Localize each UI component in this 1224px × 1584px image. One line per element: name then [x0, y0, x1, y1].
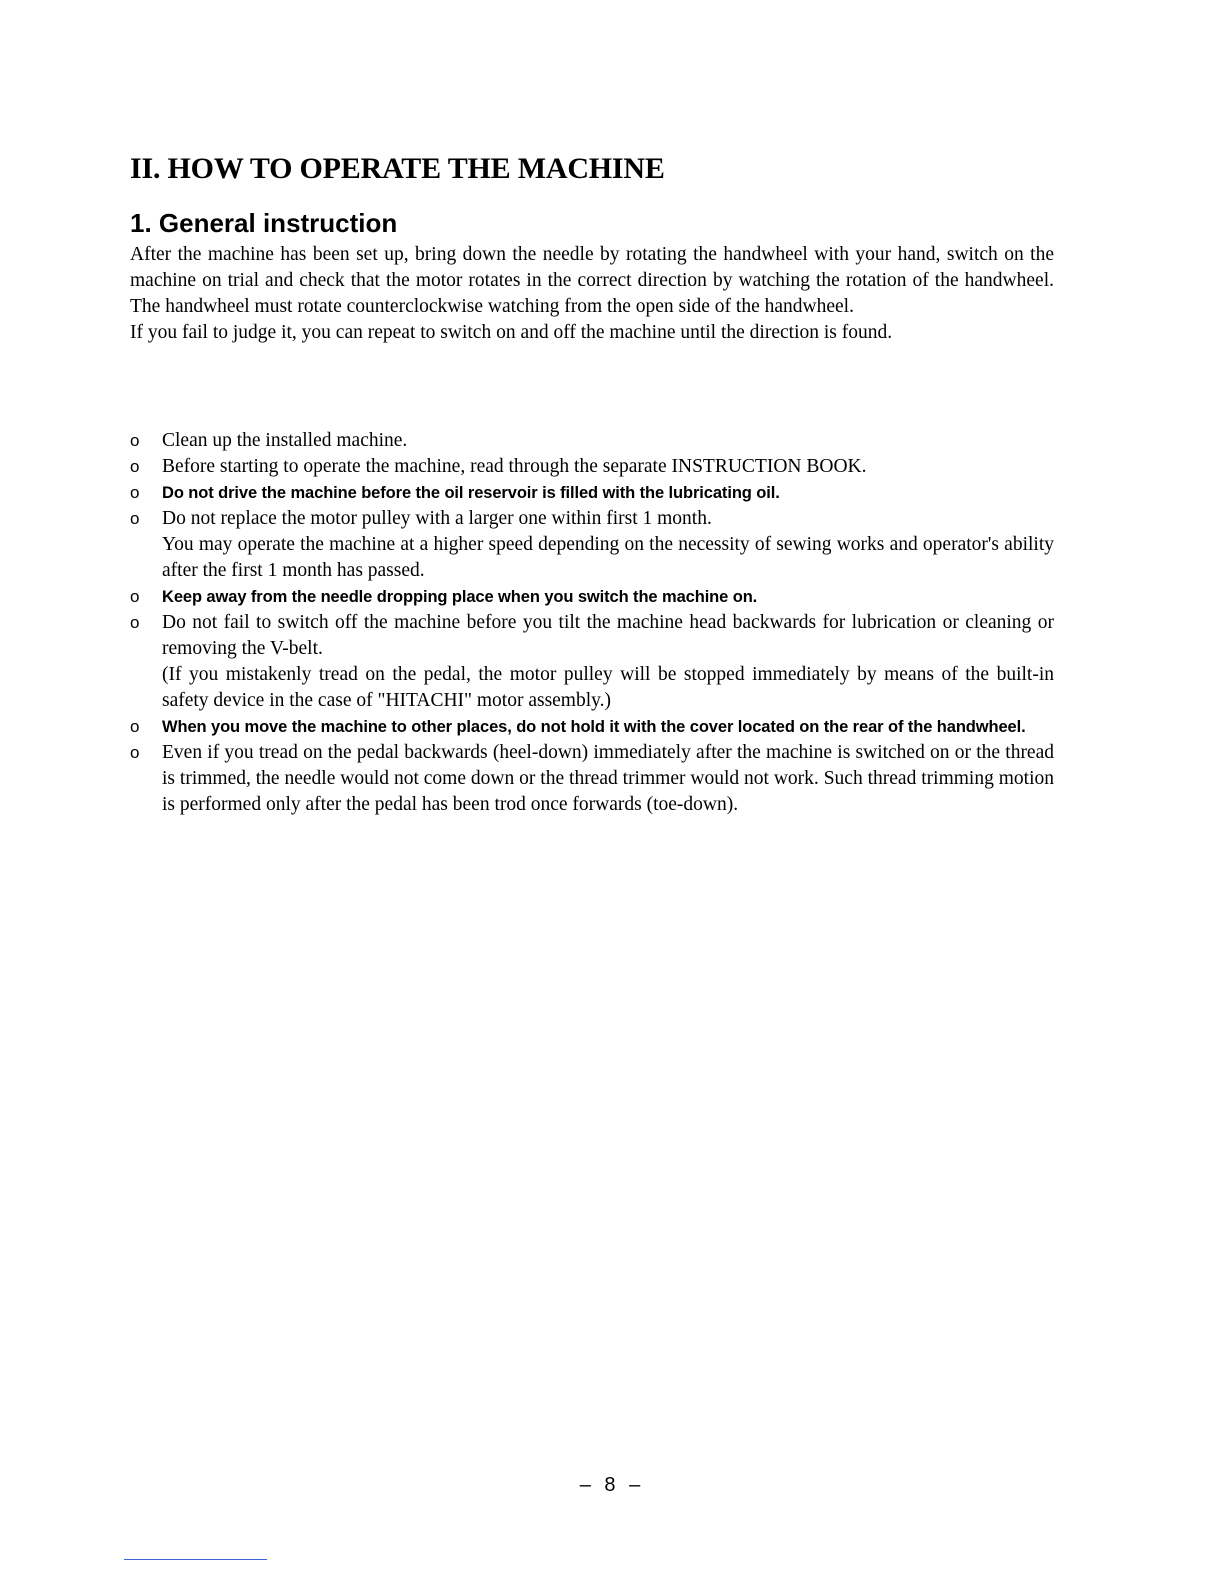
list-item-continuation: (If you mistakenly tread on the pedal, the motor pulley will be stopped immediately by means of the built-in safety device in the case of "HITACHI" motor assembly.) [162, 664, 1054, 711]
list-item-text-bold: Do not drive the machine before the oil reservoir is filled with the lubricating oil. [162, 484, 780, 502]
list-item [130, 506, 1054, 584]
list-item-text-bold: When you move the machine to other places, do not hold it with the cover located on the rear of the handwheel. [162, 718, 1026, 736]
list-item-text-bold: Keep away from the needle dropping place when you switch the machine on. [162, 588, 758, 606]
list-item-text: Do not fail to switch off the machine before you tilt the machine head backwards for lubrication or cleaning or removing the V-belt. [162, 612, 1054, 659]
list-item [130, 480, 1054, 506]
bullet-marker: o [130, 587, 140, 606]
bullet-marker: o [130, 483, 140, 502]
bullet-marker: o [130, 613, 140, 632]
list-item-text: Before starting to operate the machine, read through the separate INSTRUCTION BOOK. [162, 456, 867, 477]
chapter-title: II. HOW TO OPERATE THE MACHINE [130, 152, 665, 185]
list-item [130, 740, 1054, 818]
list-item-text: Do not replace the motor pulley with a larger one within first 1 month. [162, 508, 712, 529]
intro-paragraph: If you fail to judge it, you can repeat to switch on and off the machine until the direction is found. [130, 322, 893, 343]
bullet-marker: o [130, 509, 140, 528]
intro-text [130, 242, 1054, 346]
list-item [130, 714, 1054, 740]
intro-paragraph: After the machine has been set up, bring down the needle by rotating the handwheel with your hand, switch on the machine on trial and check that the motor rotates in the correct direction by watching the rotation of the handwheel. The handwheel must rotate counterclockwise watching from the open side of the handwheel. [130, 244, 1054, 317]
footer-rule [124, 1559, 267, 1560]
list-item [130, 428, 1054, 454]
list-item-text: Clean up the installed machine. [162, 430, 408, 451]
bullet-marker: o [130, 457, 140, 476]
bullet-marker: o [130, 717, 140, 736]
list-item-text: Even if you tread on the pedal backwards (heel-down) immediately after the machine is switched on or the thread is trimmed, the needle would not come down or the thread trimmer would not work. Such thread trimming motion is performed only after the pedal has been trod once forwards (toe-down). [162, 742, 1054, 815]
bullet-marker: o [130, 743, 140, 762]
list-item [130, 610, 1054, 714]
instruction-list [130, 428, 1054, 818]
page-number: – 8 – [579, 1474, 645, 1496]
bullet-marker: o [130, 431, 140, 450]
list-item [130, 454, 1054, 480]
section-title: 1. General instruction [130, 208, 398, 238]
list-item-continuation: You may operate the machine at a higher speed depending on the necessity of sewing works and operator's ability after the first 1 month has passed. [162, 534, 1054, 581]
list-item [130, 584, 1054, 610]
